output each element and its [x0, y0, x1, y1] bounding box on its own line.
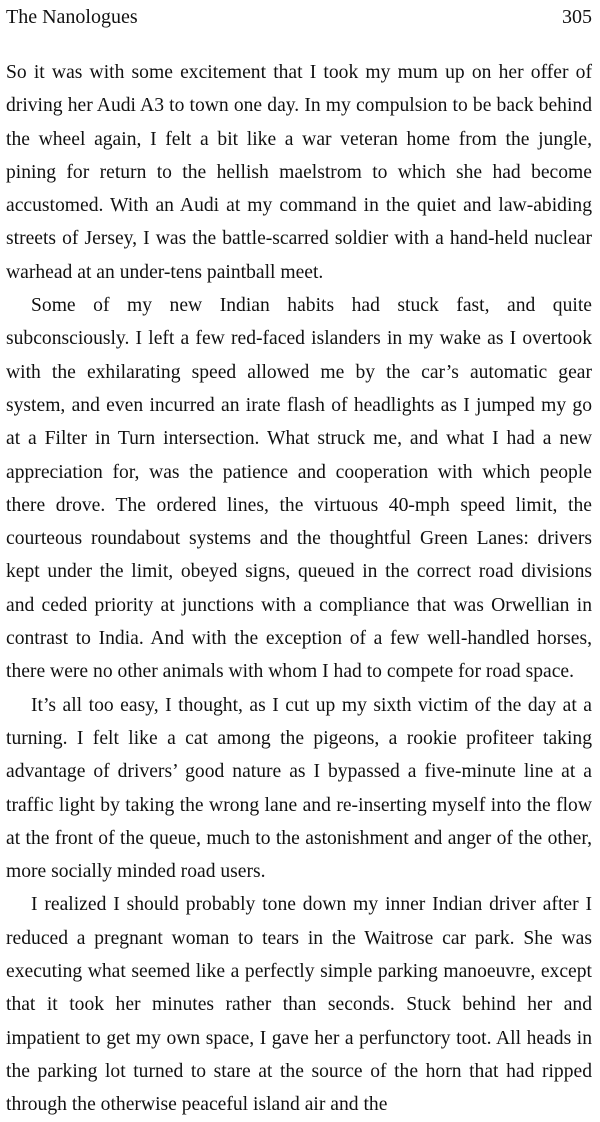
body-text	[6, 56, 592, 1122]
paragraph: So it was with some excitement that I took my mum up on her offer of driving her Audi A3 to town one day. In my compulsion to be back behind the wheel again, I felt a bit like a war veteran home from the jungle, pining for return to the hellish maelstrom to which she had become accustomed. With an Audi at my command in the quiet and law-abiding streets of Jersey, I was the battle-scarred soldier with a hand-held nuclear warhead at an under-tens paintball meet.	[6, 62, 592, 283]
paragraph: It’s all too easy, I thought, as I cut up my sixth victim of the day at a turning. I felt like a cat among the pigeons, a rookie profiteer taking advantage of drivers’ good nature as I bypassed a five-minute line at a traffic light by taking the wrong lane and re-inserting myself into the flow at the front of the queue, much to the astonishment and anger of the other, more socially minded road users.	[6, 694, 592, 883]
paragraph: Some of my new Indian habits had stuck fast, and quite subconsciously. I left a few red-faced islanders in my wake as I overtook with the exhilarating speed allowed me by the car’s automatic gear system, and even incurred an irate flash of headlights as I jumped my go at a Filter in Turn intersection. What struck me, and what I had a new appreciation for, was the patience and cooperation with which people there drove. The ordered lines, the virtuous 40-mph speed limit, the courteous roundabout systems and the thoughtful Green Lanes: drivers kept under the limit, obeyed signs, queued in the correct road divisions and ceded priority at junctions with a compliance that was Orwellian in contrast to India. And with the exception of a few well-handled horses, there were no other animals with whom I had to compete for road space.	[6, 295, 592, 683]
running-head	[6, 0, 592, 34]
book-title: The Nanologues	[6, 6, 138, 28]
paragraph: I realized I should probably tone down my inner Indian driver after I reduced a pregnant woman to tears in the Waitrose car park. She was executing what seemed like a perfectly simple parking manoeuvre, except that it took her minutes rather than seconds. Stuck behind her and impatient to get my own space, I gave her a perfunctory toot. All heads in the parking lot turned to stare at the source of the horn that had ripped through the otherwise peaceful island air and the	[6, 894, 592, 1116]
page-number: 305	[562, 6, 592, 28]
